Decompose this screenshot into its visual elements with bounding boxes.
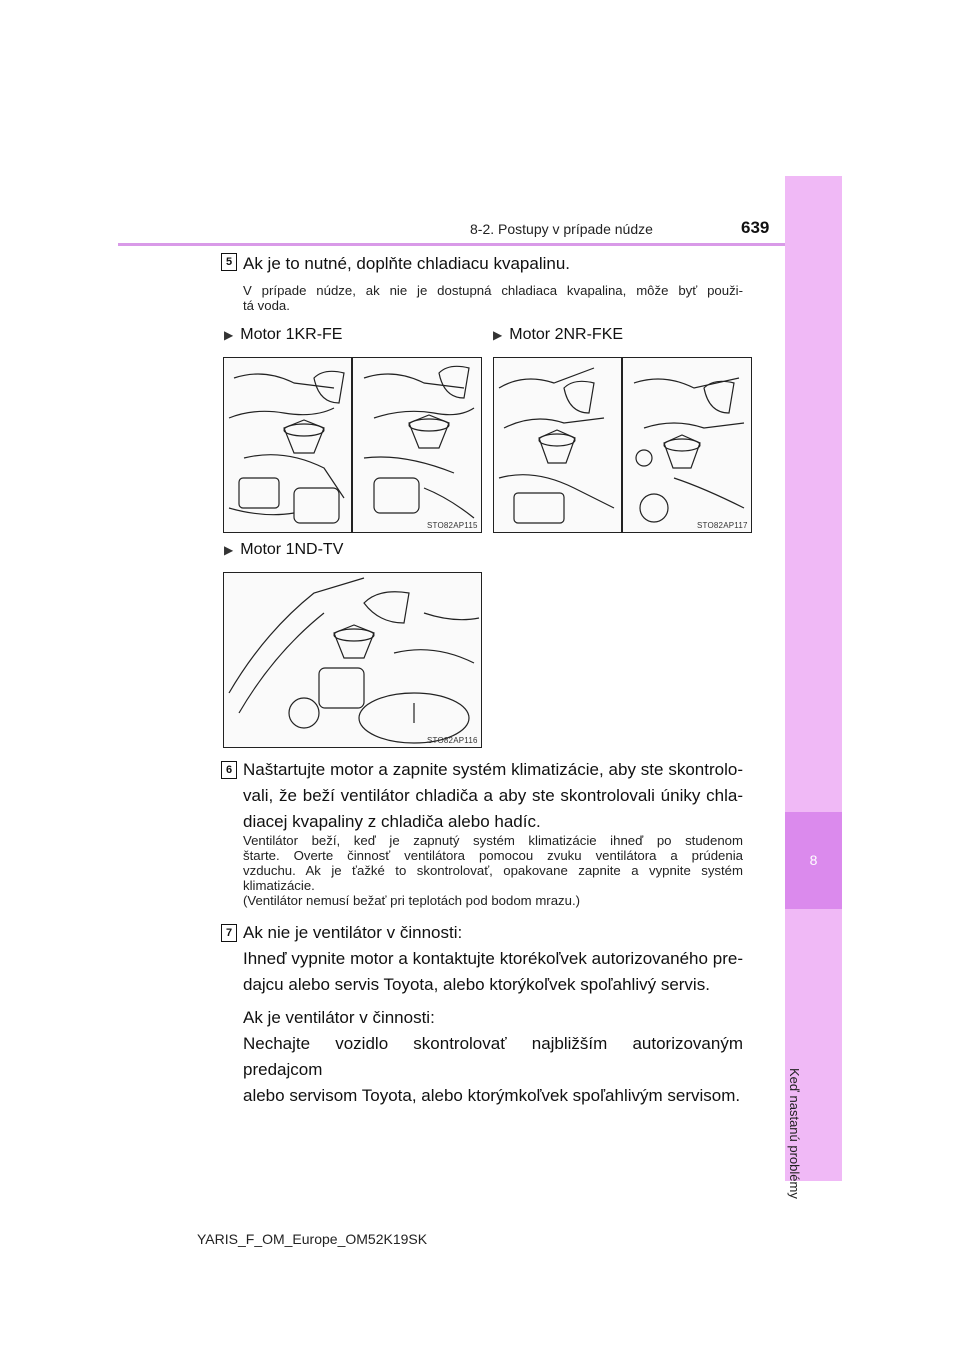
- step-line: Ihneď vypnite motor a kontaktujte ktorékoľvek autorizovaného pre-: [243, 949, 743, 968]
- triangle-right-icon: ▶: [493, 328, 503, 342]
- step-line: Nechajte vozidlo skontrolovať najbližším autorizovaným predajcom: [243, 1034, 743, 1079]
- note-line: štarte. Overte činnosť ventilátora pomocou zvuku ventilátora a prúdenia: [243, 848, 743, 863]
- step-5-note: [243, 283, 743, 313]
- section-title: 8-2. Postupy v prípade núdze: [470, 221, 653, 237]
- figure-label-1kr: [224, 326, 342, 344]
- coolant-refill-drawing: [494, 358, 751, 532]
- header-rule: [118, 243, 785, 246]
- step-line: Ak je ventilátor v činnosti:: [243, 1008, 435, 1027]
- step-line: alebo servisom Toyota, alebo ktorýmkoľvek spoľahlivým servisom.: [243, 1086, 741, 1105]
- note-line: (Ventilátor nemusí bežať pri teplotách pod bodom mrazu.): [243, 893, 581, 908]
- page-number: 639: [741, 218, 770, 237]
- figure-code: STO82AP116: [427, 736, 478, 745]
- step-5-text: Ak je to nutné, doplňte chladiacu kvapalinu.: [243, 254, 571, 273]
- engine-illustration-2nr-fke: [493, 357, 752, 533]
- chapter-side-tab: [785, 176, 842, 1181]
- step-line: Ak nie je ventilátor v činnosti:: [243, 923, 463, 942]
- step-badge-7: 7: [221, 924, 237, 942]
- chapter-number: 8: [809, 852, 818, 868]
- step-6-note: [243, 833, 743, 908]
- note-line: tá voda.: [243, 298, 290, 313]
- step-line: Naštartujte motor a zapnite systém klimatizácie, aby ste skontrolo-: [243, 760, 743, 779]
- engine-illustration-1kr-fe: [223, 357, 482, 533]
- triangle-right-icon: ▶: [224, 328, 234, 342]
- note-line: Ventilátor beží, keď je zapnutý systém klimatizácie ihneď po studenom: [243, 833, 743, 848]
- step-badge-6: 6: [221, 761, 237, 779]
- step-badge-5: 5: [221, 253, 237, 271]
- note-line: V prípade núdze, ak nie je dostupná chladiaca kvapalina, môže byť použi-: [243, 283, 743, 298]
- note-line: vzduchu. Ak je ťažké to skontrolovať, opakovane zapnite a vypnite systém: [243, 863, 743, 878]
- figure-label-1nd: [224, 541, 343, 559]
- coolant-refill-drawing: [224, 573, 481, 747]
- step-line: vali, že beží ventilátor chladiča a aby ste skontrolovali úniky chla-: [243, 786, 743, 805]
- document-footer: YARIS_F_OM_Europe_OM52K19SK: [197, 1231, 428, 1247]
- engine-illustration-1nd-tv: [223, 572, 482, 748]
- triangle-right-icon: ▶: [224, 543, 234, 557]
- figure-code: STO82AP115: [427, 521, 478, 530]
- step-6-text: [243, 757, 743, 835]
- figure-label-text: Motor 1KR-FE: [240, 326, 343, 343]
- figure-label-text: Motor 2NR-FKE: [509, 326, 624, 343]
- figure-label-2nr: [493, 326, 623, 344]
- coolant-refill-drawing: [224, 358, 481, 532]
- step-7-text: [243, 920, 743, 1109]
- step-line: diacej kvapaliny z chladiča alebo hadíc.: [243, 812, 541, 831]
- figure-label-text: Motor 1ND-TV: [240, 541, 344, 558]
- note-line: klimatizácie.: [243, 878, 315, 893]
- step-line: dajcu alebo servis Toyota, alebo ktorýkoľvek spoľahlivý servis.: [243, 975, 710, 994]
- figure-code: STO82AP117: [697, 521, 748, 530]
- chapter-title: Keď nastanú problémy: [787, 1068, 802, 1199]
